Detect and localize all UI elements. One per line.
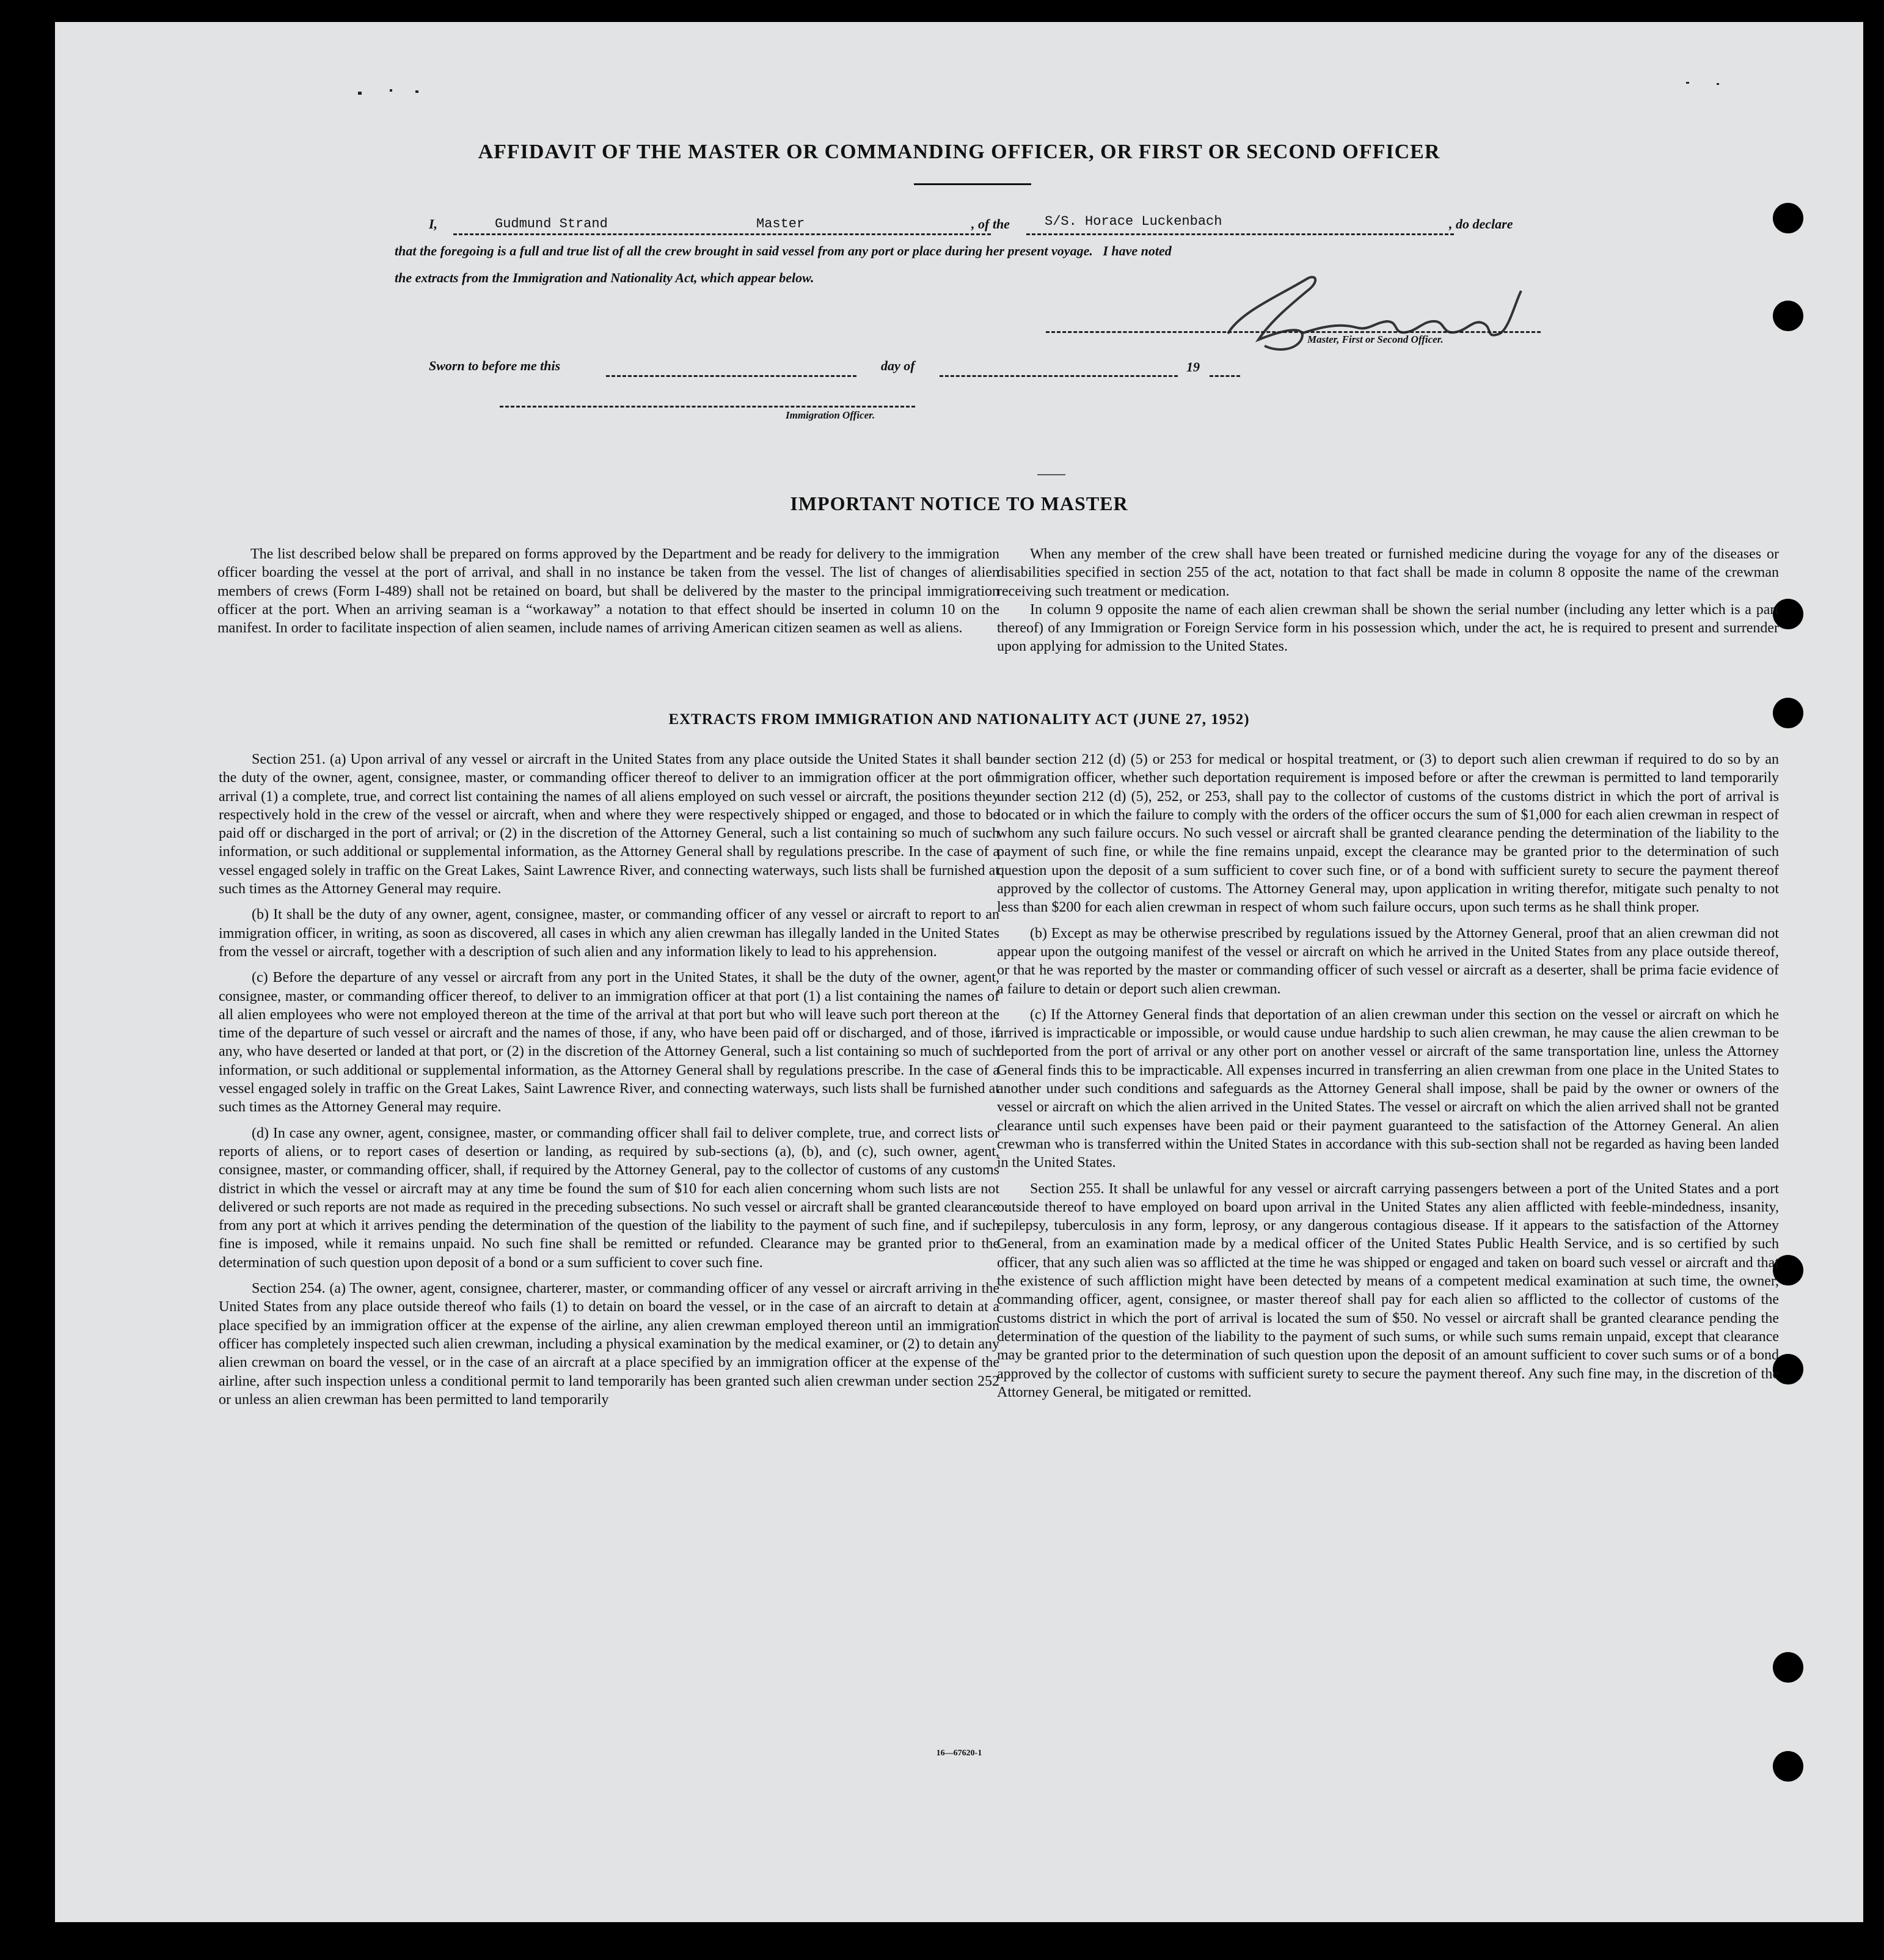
section-251-d: (d) In case any owner, agent, consignee, master, or commanding officer shall fail to deliver complete, true, and correct lists or reports of aliens, or to report cases of desertion or landing, as required by sub-sections (a), (b), and (c), such owner, agent, consignee, master, or commanding officer, shall, if required by the Attorney General, pay to the collector of customs of any customs district in which the vessel or aircraft may at any time be found the sum of $10 for each alien concerning whom such lists are not delivered or such reports are not made as required in the preceding subsections. No such vessel or aircraft shall be granted clearance from any port at which it arrives pending the determination of the question of the liability to the payment of such fine, and if such fine is imposed, while it remains unpaid. No such fine shall be remitted or refunded. Clearance may be granted prior to the determination of such question upon deposit of a bond or a sum sufficient to cover such fine.	[219, 1125, 999, 1271]
vessel-line	[1026, 233, 1454, 235]
scan-speck	[1717, 83, 1719, 85]
notice-right-column	[997, 545, 1779, 656]
notice-right-paragraph-1: When any member of the crew shall have been treated or furnished medicine during the voyage for any of the diseases or disabilities specified in section 255 of the act, notation to that fact shall be made in column 8 opposite the name of the crewman receiving such treatment or medication.	[997, 546, 1779, 599]
extracts-left-column	[219, 750, 999, 1416]
section-254-c: (c) If the Attorney General finds that deportation of an alien crewman under this section on the vessel or aircraft on which he arrived is impracticable or impossible, or would cause undue hardship to such alien crewman, he may cause the alien crewman to be deported from the port of arrival or any other port on another vessel or aircraft of the same transportation line, unless the Attorney General finds this to be impracticable. All expenses incurred in transferring an alien crewman from one place in the United States to another under such conditions and safeguards as the Attorney General shall impose, shall be paid by the owner or owners of the vessel or aircraft on which the alien arrived in the United States. The vessel or aircraft on which the alien arrived shall not be granted clearance until such expenses have been paid or their payment guaranteed to the satisfaction of the Attorney General. An alien crewman who is transferred within the United States in accordance with this sub-section shall not be regarded as having been landed in the United States.	[997, 1006, 1779, 1171]
divider-mark	[1037, 474, 1065, 475]
vessel-name: S/S. Horace Luckenbach	[1045, 214, 1222, 229]
affidavit-title: AFFIDAVIT OF THE MASTER OR COMMANDING OFFICER, OR FIRST OR SECOND OFFICER	[478, 141, 1440, 163]
binder-hole	[1773, 301, 1803, 331]
notice-title: IMPORTANT NOTICE TO MASTER	[790, 492, 1128, 514]
i-label: I,	[429, 216, 438, 232]
binder-hole	[1773, 1652, 1803, 1683]
title-rule	[914, 183, 1031, 185]
immigration-officer-label: Immigration Officer.	[786, 409, 875, 421]
section-251-b: (b) It shall be the duty of any owner, agent, consignee, master, or commanding officer of any vessel or aircraft to report to an immigration officer, in writing, as soon as discovered, all cases in which any alien crewman has illegally landed in the United States from the vessel or aircraft, together with a description of such alien and any information likely to lead to his apprehension.	[219, 907, 999, 960]
section-251-a: Section 251. (a) Upon arrival of any vessel or aircraft in the United States from any place outside the United States it shall be the duty of the owner, agent, consignee, master, or commanding officer thereof to deliver to an immigration officer at the port of arrival (1) a complete, true, and correct list containing the names of all aliens employed on such vessel or aircraft, the positions they respectively hold in the crew of the vessel or aircraft, when and where they were respectively shipped or engaged, and those to be paid off or discharged in the port of arrival; or (2) in the discretion of the Attorney General, such a list containing so much of such information, or such additional or supplemental information, as the Attorney General shall by regulations prescribe. In the case of a vessel engaged solely in traffic on the Great Lakes, Saint Lawrence River, and connecting waterways, such lists shall be furnished at such times as the Attorney General may require.	[219, 751, 999, 898]
of-the-label: , of the	[971, 216, 1010, 232]
signature-caption: Master, First or Second Officer.	[1307, 334, 1444, 345]
signature-line	[1046, 331, 1541, 333]
notice-right-paragraph-2: In column 9 opposite the name of each alien crewman shall be shown the serial number (including any letter which is a part thereof) of any Immigration or Foreign Service form in his possession which, under the act, he is required to present and surrender upon applying for admission to the United States.	[997, 601, 1779, 655]
extracts-title: EXTRACTS FROM IMMIGRATION AND NATIONALITY ACT (JUNE 27, 1952)	[668, 711, 1250, 728]
form-number: 16—67620-1	[936, 1749, 982, 1758]
extracts-right-column	[997, 750, 1779, 1409]
officer-name: Gudmund Strand	[495, 216, 608, 232]
name-rank-line	[453, 233, 991, 235]
declaration-line-2: the extracts from the Immigration and Nationality Act, which appear below.	[395, 270, 814, 285]
do-declare-label: , do declare	[1449, 216, 1513, 232]
binder-hole	[1773, 203, 1803, 233]
section-254-a-continued: under section 212 (d) (5) or 253 for medical or hospital treatment, or (3) to deport such alien crewman if required to do so by an immigration officer, whether such deportation requirement is imposed before or after the crewman is permitted to land temporarily under section 212 (d) (5), 252, or 253, shall pay to the collector of customs of the customs district in which the port of arrival is located or in which the failure to comply with the orders of the officer occurs the sum of $1,000 for each alien crewman in respect of whom any such failure occurs. No such vessel or aircraft shall be granted clearance pending the determination of the liability to the payment of such fine, or while the fine remains unpaid, except the clearance may be granted prior to the determination of such question upon the deposit of a sum sufficient to cover such fine, or of a bond with sufficient surety to secure the payment thereof approved by the collector of customs. The Attorney General may, upon application in writing therefor, mitigate such penalty to not less than $200 for each alien crewman in respect of whom such failure occurs, upon such terms as he shall think proper.	[997, 751, 1779, 916]
year-label: 19	[1186, 359, 1200, 375]
sworn-label: Sworn to before me this	[429, 358, 561, 373]
year-line	[1210, 375, 1240, 377]
declaration-line-1: that the foregoing is a full and true list of all the crew brought in said vessel from any port or place during her present voyage. I have noted	[395, 243, 1172, 258]
day-of-label: day of	[881, 358, 915, 373]
officer-rank: Master	[756, 216, 805, 232]
month-line	[940, 375, 1178, 377]
document-page	[55, 22, 1863, 1922]
section-251-c: (c) Before the departure of any vessel or aircraft from any port in the United States, it shall be the duty of the owner, agent, consignee, master, or commanding officer thereof, to deliver to an immigration officer at that port (1) a list containing the names of all alien employees who were not employed thereon at the time of the arrival at that port but who will leave such port thereon at the time of the departure of such vessel or aircraft and the names of those, if any, who have been paid off or discharged, and of those, if any, who have deserted or landed at that port, or (2) in the discretion of the Attorney General, such a list containing so much of such information, or such additional or supplemental information, as the Attorney General shall by regulations prescribe. In the case of a vessel engaged solely in traffic on the Great Lakes, Saint Lawrence River, and connecting waterways, such lists shall be furnished at such times as the Attorney General may require.	[219, 970, 999, 1116]
sworn-date-line	[606, 375, 856, 377]
section-255: Section 255. It shall be unlawful for any vessel or aircraft carrying passengers between a port of the United States and a port outside thereof to have employed on board upon arrival in the United States any alien afflicted with feeble-mindedness, insanity, epilepsy, tuberculosis in any form, leprosy, or any dangerous contagious disease. If it appears to the satisfaction of the Attorney General, from an examination made by a medical officer of the United States Public Health Service, and is so certified by such officer, that any such alien was so afflicted at the time he was shipped or engaged and taken on board such vessel or aircraft and that the existence of such affliction might have been detected by means of a competent medical examination at such time, the owner, commanding officer, agent, consignee, or master thereof shall pay for each alien so afflicted to the collector of customs of the customs district in which the port of arrival is located the sum of $50. No vessel or aircraft shall be granted clearance pending the determination of the question of the liability to the payment of such sums, or while such sums remain unpaid, except that clearance may be granted prior to the determination of such question upon the deposit of an amount sufficient to cover such sums or of a bond approved by the collector of customs with sufficient surety to secure the payment thereof. Any such fine may, in the discretion of the Attorney General, be mitigated or remitted.	[997, 1180, 1779, 1400]
scan-speck	[1686, 82, 1689, 84]
scan-speck	[390, 89, 392, 92]
officer-sign-line	[500, 406, 915, 408]
scan-speck	[358, 92, 362, 95]
section-254-a: Section 254. (a) The owner, agent, consignee, charterer, master, or commanding officer of any vessel or aircraft arriving in the United States from any place outside thereof who fails (1) to detain on board the vessel, or in the case of an aircraft to detain at a place specified by an immigration officer at the expense of the airline, any alien crewman employed thereon until an immigration officer has completely inspected such alien crewman, including a physical examination by the medical examiner, or (2) to detain any alien crewman on board the vessel, or in the case of an aircraft at a place specified by an immigration officer at the expense of the airline, after such inspection unless a conditional permit to land temporarily has been granted such alien crewman under section 252 or unless an alien crewman has been permitted to land temporarily	[219, 1281, 999, 1408]
signature-graphic	[1203, 254, 1546, 364]
notice-left-column	[217, 545, 999, 645]
scan-speck	[415, 90, 418, 93]
notice-left-paragraph: The list described below shall be prepared on forms approved by the Department and be ready for delivery to the immigration officer boarding the vessel at the port of arrival, and shall in no instance be taken from the vessel. The list of changes of alien members of crews (Form I-489) shall not be retained on board, but shall be delivered by the master to the principal immigration officer at the port. When an arriving seaman is a “workaway” a notation to that effect should be inserted in column 10 on the manifest. In order to facilitate inspection of alien seamen, include names of arriving American citizen seamen as well as aliens.	[217, 546, 999, 637]
section-254-b: (b) Except as may be otherwise prescribed by regulations issued by the Attorney General, proof that an alien crewman did not appear upon the outgoing manifest of the vessel or aircraft on which he arrived in the United States from any place outside thereof, or that he was reported by the master or commanding officer of such vessel or aircraft as a deserter, shall be prima facie evidence of a failure to detain or deport such alien crewman.	[997, 925, 1779, 997]
